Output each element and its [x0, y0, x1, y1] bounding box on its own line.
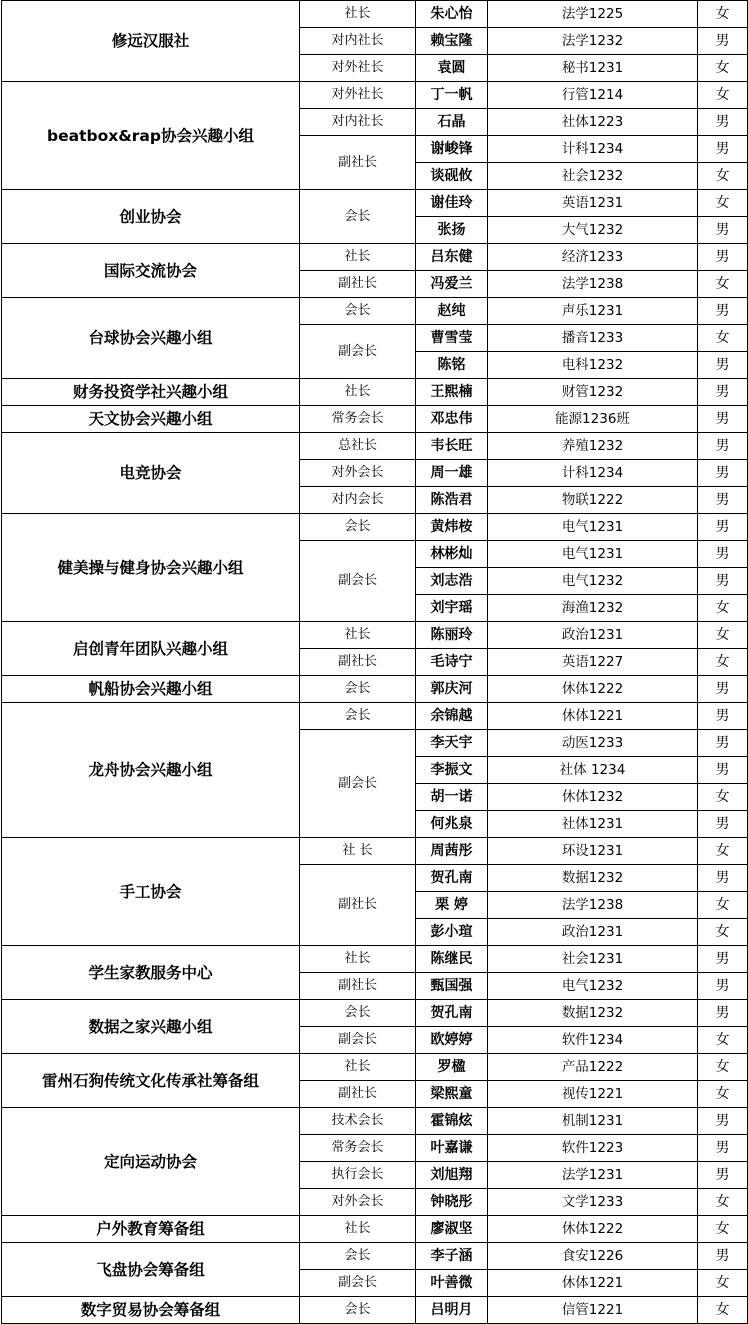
class-cell: 法学1238 — [488, 892, 698, 919]
table-row — [2, 1054, 748, 1081]
gender-cell: 男 — [698, 541, 748, 568]
class-cell: 视传1221 — [488, 1081, 698, 1108]
club-name-cell: 手工协会 — [2, 838, 300, 946]
member-name-cell: 曹雪莹 — [416, 325, 488, 352]
gender-cell: 男 — [698, 865, 748, 892]
club-name-cell: 户外教育筹备组 — [2, 1216, 300, 1243]
gender-cell: 男 — [698, 676, 748, 703]
role-cell: 副社长 — [300, 1081, 416, 1108]
role-cell: 会长 — [300, 190, 416, 244]
role-cell: 副社长 — [300, 649, 416, 676]
member-name-cell: 刘旭翔 — [416, 1162, 488, 1189]
gender-cell: 男 — [698, 406, 748, 433]
member-name-cell: 赖宝隆 — [416, 28, 488, 55]
member-name-cell: 罗楹 — [416, 1054, 488, 1081]
gender-cell: 男 — [698, 514, 748, 541]
member-name-cell: 吕东健 — [416, 244, 488, 271]
role-cell: 执行会长 — [300, 1162, 416, 1189]
role-cell: 副社长 — [300, 973, 416, 1000]
gender-cell: 男 — [698, 433, 748, 460]
class-cell: 文学1233 — [488, 1189, 698, 1216]
member-name-cell: 袁圆 — [416, 55, 488, 82]
member-name-cell: 李天宇 — [416, 730, 488, 757]
club-name-cell: 帆船协会兴趣小组 — [2, 676, 300, 703]
gender-cell: 男 — [698, 1108, 748, 1135]
role-cell: 会长 — [300, 1000, 416, 1027]
class-cell: 行管1214 — [488, 82, 698, 109]
member-name-cell: 赵纯 — [416, 298, 488, 325]
table-row — [2, 298, 748, 325]
role-cell: 会长 — [300, 298, 416, 325]
table-row — [2, 622, 748, 649]
role-cell: 副会长 — [300, 541, 416, 622]
member-name-cell: 邓忠伟 — [416, 406, 488, 433]
table-row — [2, 676, 748, 703]
member-name-cell: 贺孔南 — [416, 1000, 488, 1027]
member-name-cell: 石晶 — [416, 109, 488, 136]
gender-cell: 男 — [698, 1000, 748, 1027]
member-name-cell: 刘志浩 — [416, 568, 488, 595]
member-name-cell: 何兆泉 — [416, 811, 488, 838]
gender-cell: 女 — [698, 784, 748, 811]
class-cell: 软件1234 — [488, 1027, 698, 1054]
gender-cell: 男 — [698, 217, 748, 244]
table-row — [2, 406, 748, 433]
class-cell: 政治1231 — [488, 919, 698, 946]
member-name-cell: 吕明月 — [416, 1297, 488, 1324]
class-cell: 食安1226 — [488, 1243, 698, 1270]
member-name-cell: 冯爱兰 — [416, 271, 488, 298]
member-name-cell: 廖淑坚 — [416, 1216, 488, 1243]
class-cell: 电气1231 — [488, 541, 698, 568]
gender-cell: 男 — [698, 352, 748, 379]
class-cell: 法学1238 — [488, 271, 698, 298]
table-row — [2, 1216, 748, 1243]
gender-cell: 女 — [698, 838, 748, 865]
member-name-cell: 彭小瑄 — [416, 919, 488, 946]
role-cell: 对内社长 — [300, 109, 416, 136]
role-cell: 副会长 — [300, 730, 416, 838]
class-cell: 政治1231 — [488, 622, 698, 649]
role-cell: 对内会长 — [300, 487, 416, 514]
class-cell: 数据1232 — [488, 1000, 698, 1027]
role-cell: 对外会长 — [300, 1189, 416, 1216]
gender-cell: 女 — [698, 892, 748, 919]
class-cell: 法学1225 — [488, 1, 698, 28]
class-cell: 数据1232 — [488, 865, 698, 892]
gender-cell: 男 — [698, 811, 748, 838]
class-cell: 休体1221 — [488, 703, 698, 730]
member-name-cell: 霍锦炫 — [416, 1108, 488, 1135]
gender-cell: 男 — [698, 703, 748, 730]
member-name-cell: 梁熙童 — [416, 1081, 488, 1108]
gender-cell: 男 — [698, 568, 748, 595]
member-name-cell: 叶嘉谦 — [416, 1135, 488, 1162]
table-row — [2, 244, 748, 271]
class-cell: 信管1221 — [488, 1297, 698, 1324]
class-cell: 环设1231 — [488, 838, 698, 865]
gender-cell: 女 — [698, 1270, 748, 1297]
class-cell: 养殖1232 — [488, 433, 698, 460]
role-cell: 社长 — [300, 244, 416, 271]
member-name-cell: 朱心怡 — [416, 1, 488, 28]
club-name-cell: 数字贸易协会筹备组 — [2, 1297, 300, 1324]
gender-cell: 女 — [698, 1189, 748, 1216]
member-name-cell: 陈浩君 — [416, 487, 488, 514]
gender-cell: 男 — [698, 28, 748, 55]
gender-cell: 女 — [698, 163, 748, 190]
table-body — [2, 1, 748, 1324]
class-cell: 电气1232 — [488, 973, 698, 1000]
member-name-cell: 谢峻锋 — [416, 136, 488, 163]
member-name-cell: 陈继民 — [416, 946, 488, 973]
class-cell: 计科1234 — [488, 460, 698, 487]
club-name-cell: 龙舟协会兴趣小组 — [2, 703, 300, 838]
role-cell: 社长 — [300, 1216, 416, 1243]
class-cell: 能源1236班 — [488, 406, 698, 433]
class-cell: 电气1232 — [488, 568, 698, 595]
table-row — [2, 514, 748, 541]
member-name-cell: 李子涵 — [416, 1243, 488, 1270]
gender-cell: 女 — [698, 1081, 748, 1108]
gender-cell: 女 — [698, 649, 748, 676]
role-cell: 对外会长 — [300, 460, 416, 487]
table-row — [2, 1243, 748, 1270]
member-name-cell: 林彬灿 — [416, 541, 488, 568]
class-cell: 海渔1232 — [488, 595, 698, 622]
gender-cell: 男 — [698, 460, 748, 487]
member-name-cell: 胡一诺 — [416, 784, 488, 811]
class-cell: 产品1222 — [488, 1054, 698, 1081]
gender-cell: 女 — [698, 325, 748, 352]
gender-cell: 女 — [698, 271, 748, 298]
member-name-cell: 黄炜桉 — [416, 514, 488, 541]
table-row — [2, 1000, 748, 1027]
class-cell: 电气1231 — [488, 514, 698, 541]
gender-cell: 男 — [698, 298, 748, 325]
gender-cell: 男 — [698, 109, 748, 136]
class-cell: 计科1234 — [488, 136, 698, 163]
gender-cell: 男 — [698, 1135, 748, 1162]
member-name-cell: 钟晓彤 — [416, 1189, 488, 1216]
class-cell: 休体1232 — [488, 784, 698, 811]
gender-cell: 女 — [698, 1054, 748, 1081]
member-name-cell: 李振文 — [416, 757, 488, 784]
club-name-cell: 健美操与健身协会兴趣小组 — [2, 514, 300, 622]
gender-cell: 女 — [698, 55, 748, 82]
table-row — [2, 82, 748, 109]
class-cell: 动医1233 — [488, 730, 698, 757]
class-cell: 社会1231 — [488, 946, 698, 973]
role-cell: 会长 — [300, 514, 416, 541]
gender-cell: 女 — [698, 1027, 748, 1054]
class-cell: 软件1223 — [488, 1135, 698, 1162]
class-cell: 休体1222 — [488, 1216, 698, 1243]
gender-cell: 女 — [698, 82, 748, 109]
club-name-cell: 修远汉服社 — [2, 1, 300, 82]
club-name-cell: 电竞协会 — [2, 433, 300, 514]
member-name-cell: 王熙楠 — [416, 379, 488, 406]
class-cell: 休体1221 — [488, 1270, 698, 1297]
table-row — [2, 703, 748, 730]
class-cell: 电科1232 — [488, 352, 698, 379]
club-name-cell: 飞盘协会筹备组 — [2, 1243, 300, 1297]
role-cell: 副社长 — [300, 136, 416, 190]
member-name-cell: 郭庆河 — [416, 676, 488, 703]
gender-cell: 男 — [698, 1162, 748, 1189]
role-cell: 社长 — [300, 1054, 416, 1081]
role-cell: 副社长 — [300, 271, 416, 298]
member-name-cell: 叶善微 — [416, 1270, 488, 1297]
table-row — [2, 1, 748, 28]
role-cell: 技术会长 — [300, 1108, 416, 1135]
class-cell: 财管1232 — [488, 379, 698, 406]
table-row — [2, 838, 748, 865]
club-name-cell: beatbox&rap协会兴趣小组 — [2, 82, 300, 190]
club-name-cell: 台球协会兴趣小组 — [2, 298, 300, 379]
role-cell: 社 长 — [300, 838, 416, 865]
class-cell: 法学1232 — [488, 28, 698, 55]
member-name-cell: 陈丽玲 — [416, 622, 488, 649]
class-cell: 英语1231 — [488, 190, 698, 217]
member-name-cell: 刘宇瑶 — [416, 595, 488, 622]
member-name-cell: 周茜彤 — [416, 838, 488, 865]
class-cell: 物联1222 — [488, 487, 698, 514]
member-name-cell: 陈铭 — [416, 352, 488, 379]
gender-cell: 男 — [698, 757, 748, 784]
role-cell: 社长 — [300, 1, 416, 28]
table-row — [2, 1297, 748, 1324]
class-cell: 社体1231 — [488, 811, 698, 838]
member-name-cell: 谈砚攸 — [416, 163, 488, 190]
gender-cell: 男 — [698, 136, 748, 163]
class-cell: 机制1231 — [488, 1108, 698, 1135]
club-name-cell: 学生家教服务中心 — [2, 946, 300, 1000]
member-name-cell: 丁一帆 — [416, 82, 488, 109]
gender-cell: 女 — [698, 595, 748, 622]
role-cell: 会长 — [300, 1243, 416, 1270]
member-name-cell: 余锦越 — [416, 703, 488, 730]
class-cell: 秘书1231 — [488, 55, 698, 82]
role-cell: 总社长 — [300, 433, 416, 460]
role-cell: 常务会长 — [300, 406, 416, 433]
gender-cell: 男 — [698, 730, 748, 757]
class-cell: 休体1222 — [488, 676, 698, 703]
class-cell: 大气1232 — [488, 217, 698, 244]
gender-cell: 女 — [698, 190, 748, 217]
role-cell: 社长 — [300, 946, 416, 973]
gender-cell: 女 — [698, 919, 748, 946]
role-cell: 常务会长 — [300, 1135, 416, 1162]
member-name-cell: 欧婷婷 — [416, 1027, 488, 1054]
member-name-cell: 张扬 — [416, 217, 488, 244]
gender-cell: 女 — [698, 1, 748, 28]
gender-cell: 男 — [698, 946, 748, 973]
class-cell: 社体1223 — [488, 109, 698, 136]
club-name-cell: 启创青年团队兴趣小组 — [2, 622, 300, 676]
role-cell: 对外社长 — [300, 55, 416, 82]
role-cell: 会长 — [300, 676, 416, 703]
role-cell: 副社长 — [300, 865, 416, 946]
member-name-cell: 贺孔南 — [416, 865, 488, 892]
gender-cell: 女 — [698, 1216, 748, 1243]
club-officers-table — [1, 0, 748, 1324]
table-row — [2, 946, 748, 973]
gender-cell: 男 — [698, 973, 748, 1000]
club-name-cell: 数据之家兴趣小组 — [2, 1000, 300, 1054]
role-cell: 对内社长 — [300, 28, 416, 55]
table-row — [2, 433, 748, 460]
club-name-cell: 定向运动协会 — [2, 1108, 300, 1216]
role-cell: 副会长 — [300, 325, 416, 379]
class-cell: 经济1233 — [488, 244, 698, 271]
member-name-cell: 周一雄 — [416, 460, 488, 487]
role-cell: 会长 — [300, 1297, 416, 1324]
member-name-cell: 谢佳玲 — [416, 190, 488, 217]
role-cell: 会长 — [300, 703, 416, 730]
club-name-cell: 创业协会 — [2, 190, 300, 244]
role-cell: 副会长 — [300, 1027, 416, 1054]
gender-cell: 男 — [698, 379, 748, 406]
role-cell: 社长 — [300, 379, 416, 406]
table-row — [2, 1108, 748, 1135]
gender-cell: 女 — [698, 622, 748, 649]
class-cell: 播音1233 — [488, 325, 698, 352]
role-cell: 对外社长 — [300, 82, 416, 109]
table-row — [2, 379, 748, 406]
class-cell: 社体 1234 — [488, 757, 698, 784]
class-cell: 法学1231 — [488, 1162, 698, 1189]
club-name-cell: 天文协会兴趣小组 — [2, 406, 300, 433]
member-name-cell: 栗 婷 — [416, 892, 488, 919]
club-name-cell: 国际交流协会 — [2, 244, 300, 298]
role-cell: 副会长 — [300, 1270, 416, 1297]
club-name-cell: 财务投资学社兴趣小组 — [2, 379, 300, 406]
class-cell: 英语1227 — [488, 649, 698, 676]
club-name-cell: 雷州石狗传统文化传承社筹备组 — [2, 1054, 300, 1108]
class-cell: 社会1232 — [488, 163, 698, 190]
gender-cell: 男 — [698, 487, 748, 514]
member-name-cell: 甄国强 — [416, 973, 488, 1000]
member-name-cell: 韦长旺 — [416, 433, 488, 460]
gender-cell: 女 — [698, 1297, 748, 1324]
role-cell: 社长 — [300, 622, 416, 649]
table-row — [2, 190, 748, 217]
gender-cell: 男 — [698, 1243, 748, 1270]
gender-cell: 男 — [698, 244, 748, 271]
member-name-cell: 毛诗宁 — [416, 649, 488, 676]
class-cell: 声乐1231 — [488, 298, 698, 325]
